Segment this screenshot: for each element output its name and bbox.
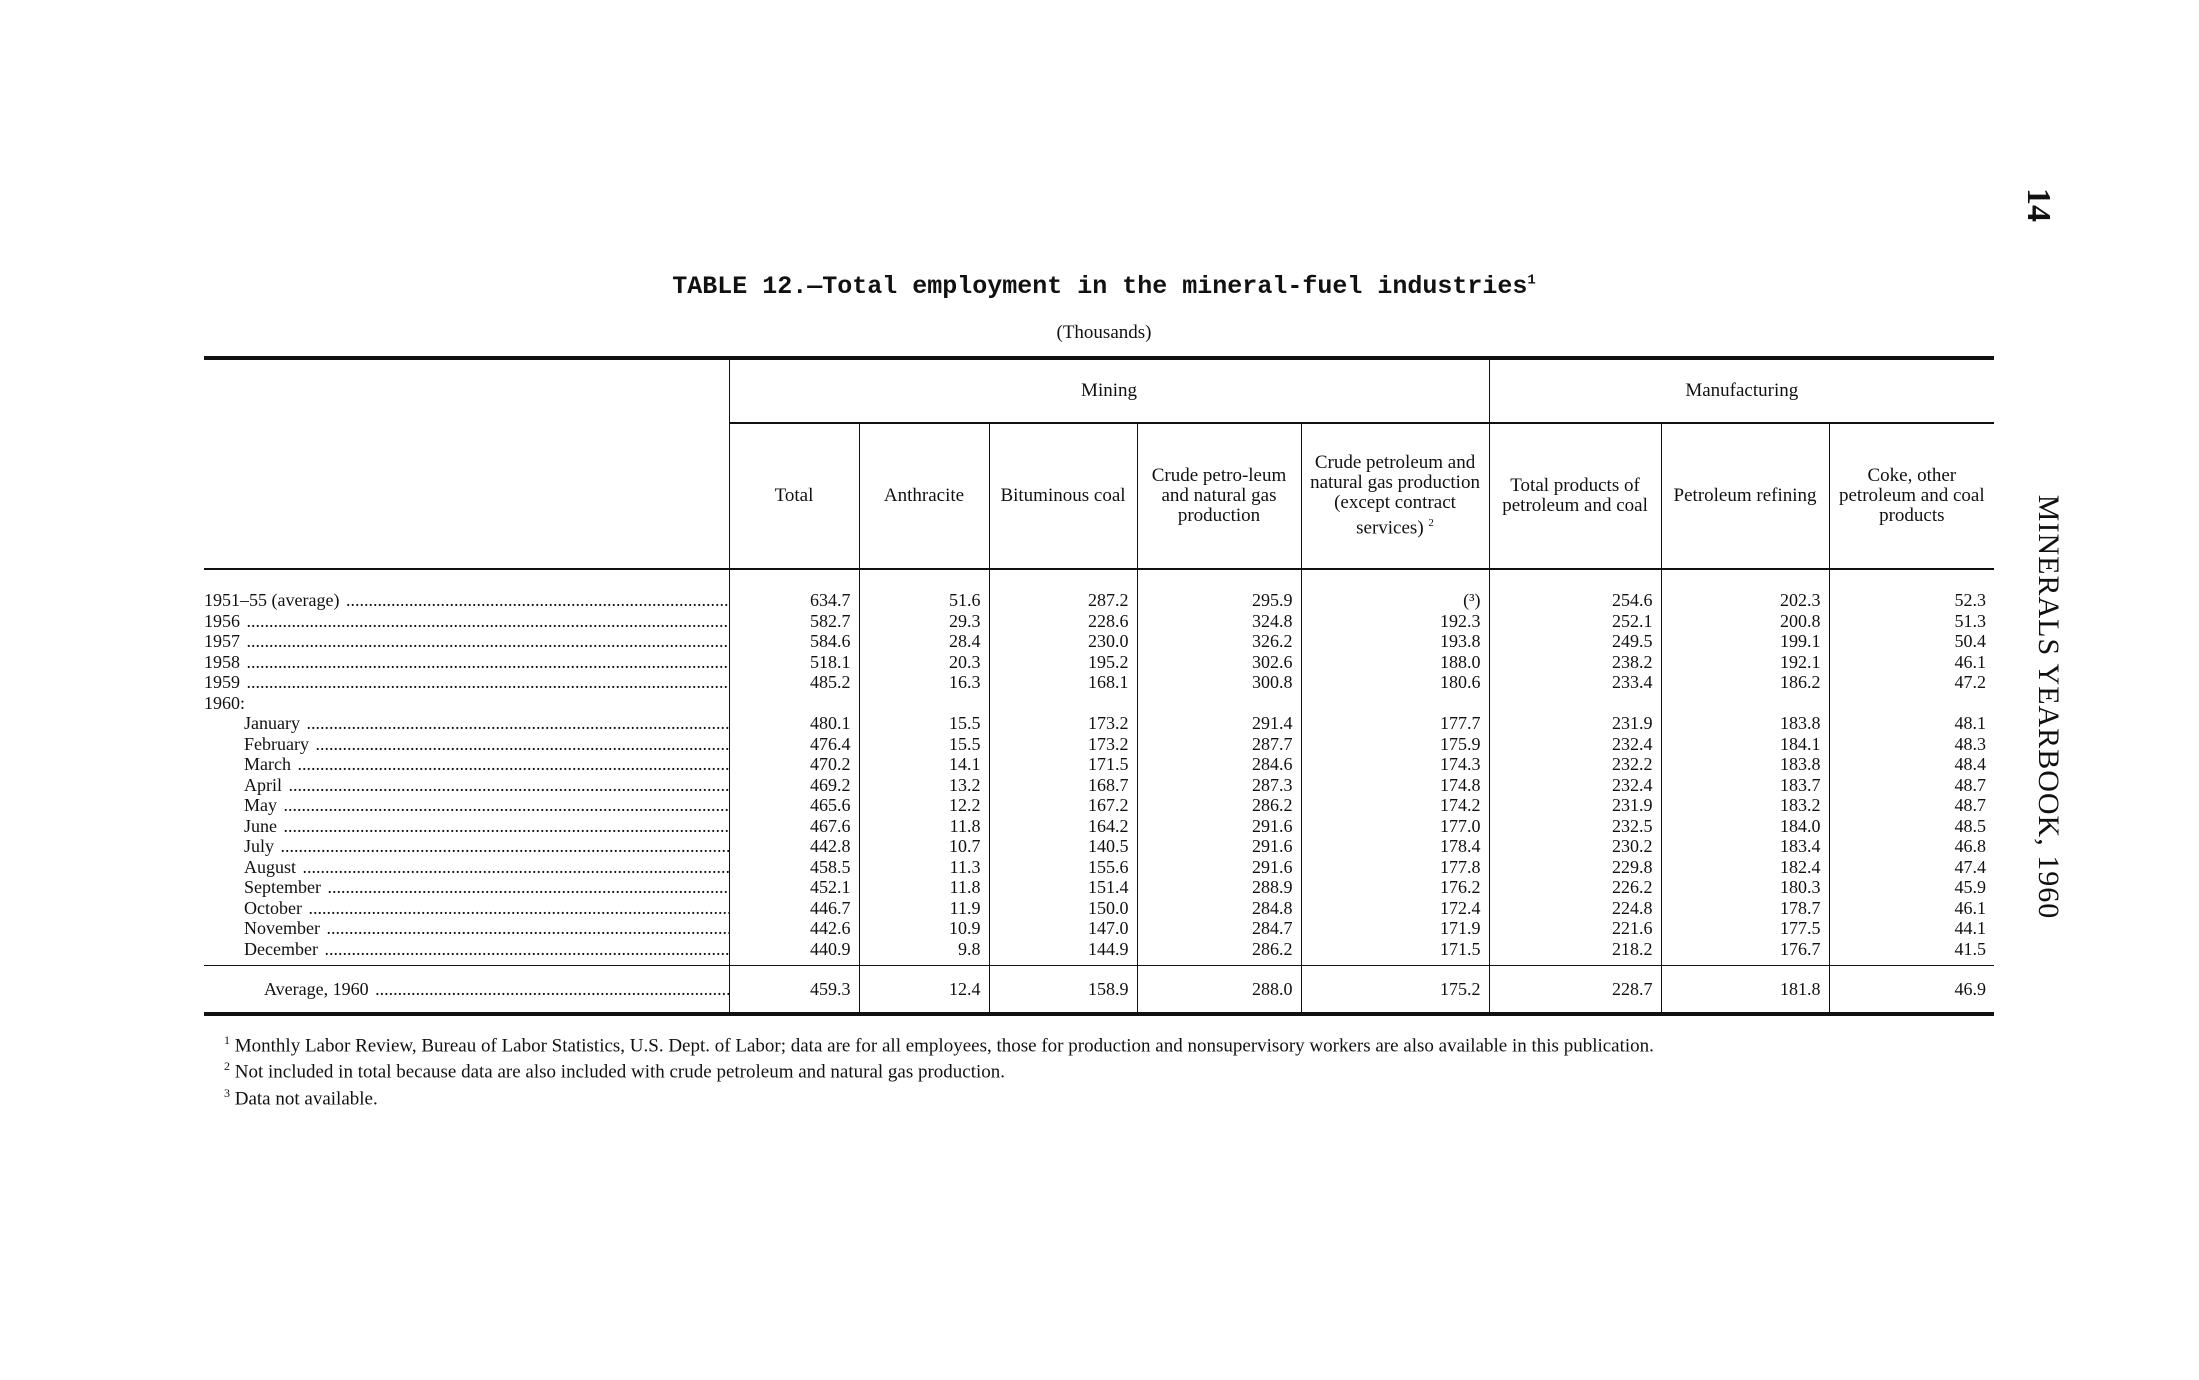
cell-refining: 183.2 [1661,795,1829,816]
cell-bituminous: 151.4 [989,877,1137,898]
cell-total: 469.2 [729,775,859,796]
row-label [204,569,729,611]
cell-anthracite: 51.6 [859,569,989,611]
average-cell-crude-except: 175.2 [1301,966,1489,1015]
table-row [204,836,1994,857]
cell-coke: 51.3 [1829,611,1994,632]
cell-refining: 178.7 [1661,898,1829,919]
cell-crude-except: 171.5 [1301,939,1489,960]
cell-total-products: 254.6 [1489,569,1661,611]
row-label [204,918,729,939]
footnote-text: Data not available. [234,1087,378,1109]
average-cell-coke: 46.9 [1829,966,1994,1015]
cell-crude: 287.3 [1137,775,1301,796]
cell-bituminous: 228.6 [989,611,1137,632]
page-number: 14 [2020,188,2057,222]
cell-refining: 184.1 [1661,734,1829,755]
row-label [204,734,729,755]
footnotes [204,1030,2004,1109]
cell-total: 584.6 [729,631,859,652]
table-title [204,272,2004,301]
cell-bituminous: 164.2 [989,816,1137,837]
table-row [204,816,1994,837]
cell-coke: 48.3 [1829,734,1994,755]
cell-total: 446.7 [729,898,859,919]
cell-total: 458.5 [729,857,859,878]
group-header-row [204,358,1994,423]
cell-coke: 50.4 [1829,631,1994,652]
row-label [204,754,729,775]
table-row [204,631,1994,652]
col-header-footnote-mark: 2 [1428,517,1434,530]
table-title-text: TABLE 12.—Total employment in the mineral-fuel industries [672,272,1528,301]
table-row [204,754,1994,775]
cell-total-products: 232.4 [1489,734,1661,755]
cell-crude-except: 178.4 [1301,836,1489,857]
cell-crude: 284.6 [1137,754,1301,775]
cell-bituminous: 167.2 [989,795,1137,816]
employment-table [204,356,1994,1016]
row-label [204,775,729,796]
cell-anthracite: 9.8 [859,939,989,960]
cell-total-products: 229.8 [1489,857,1661,878]
stub-header [204,358,729,569]
cell-bituminous: 140.5 [989,836,1137,857]
cell-refining: 177.5 [1661,918,1829,939]
table-row [204,611,1994,632]
row-label [204,836,729,857]
cell-refining: 183.7 [1661,775,1829,796]
cell-anthracite: 10.7 [859,836,989,857]
cell-anthracite: 12.2 [859,795,989,816]
cell-total-products: 232.5 [1489,816,1661,837]
cell-total: 465.6 [729,795,859,816]
cell-crude-except: 193.8 [1301,631,1489,652]
cell-crude-except: 174.3 [1301,754,1489,775]
cell-total-products: 231.9 [1489,795,1661,816]
cell-crude [1137,693,1301,714]
cell-bituminous: 173.2 [989,713,1137,734]
row-label [204,816,729,837]
average-cell-total-products: 228.7 [1489,966,1661,1015]
average-label-text: Average, 1960 [264,978,369,999]
cell-total-products: 238.2 [1489,652,1661,673]
cell-crude-except [1301,693,1489,714]
cell-total: 442.8 [729,836,859,857]
row-label-text: January [244,713,300,733]
cell-bituminous [989,693,1137,714]
average-label [204,966,729,1015]
table-row [204,734,1994,755]
row-label [204,631,729,652]
row-label-text: December [244,938,318,959]
table-row [204,795,1994,816]
cell-bituminous: 155.6 [989,857,1137,878]
cell-bituminous: 171.5 [989,754,1137,775]
table-row [204,672,1994,693]
cell-anthracite: 11.8 [859,816,989,837]
average-cell-bituminous: 158.9 [989,966,1137,1015]
cell-crude: 324.8 [1137,611,1301,632]
cell-total-products: 226.2 [1489,877,1661,898]
group-header-mining: Mining [729,358,1489,423]
cell-total: 442.6 [729,918,859,939]
cell-refining: 176.7 [1661,939,1829,960]
cell-refining: 186.2 [1661,672,1829,693]
cell-crude: 302.6 [1137,652,1301,673]
cell-total-products: 218.2 [1489,939,1661,960]
cell-total-products: 231.9 [1489,713,1661,734]
average-cell-refining: 181.8 [1661,966,1829,1015]
cell-total: 485.2 [729,672,859,693]
cell-crude: 288.9 [1137,877,1301,898]
cell-total-products: 224.8 [1489,898,1661,919]
table-row [204,693,1994,714]
table-row [204,652,1994,673]
table-row [204,713,1994,734]
cell-total: 480.1 [729,713,859,734]
cell-coke: 41.5 [1829,939,1994,960]
cell-anthracite: 10.9 [859,918,989,939]
average-cell-anthracite: 12.4 [859,966,989,1015]
cell-anthracite: 11.3 [859,857,989,878]
cell-coke: 48.4 [1829,754,1994,775]
row-label-text: May [244,795,277,815]
col-header-crude: Crude petro-leum and natural gas production [1137,423,1301,569]
cell-crude: 291.4 [1137,713,1301,734]
cell-coke: 48.5 [1829,816,1994,837]
col-header-crude-except-text: Crude petroleum and natural gas production (except contract services) [1310,452,1480,539]
row-label-text: August [244,856,297,877]
cell-crude: 286.2 [1137,795,1301,816]
cell-crude-except: (³) [1301,569,1489,611]
col-header-coke: Coke, other petroleum and coal products [1829,423,1994,569]
row-label [204,939,729,960]
cell-crude: 284.8 [1137,898,1301,919]
cell-anthracite: 20.3 [859,652,989,673]
row-label-text: 1960: [204,692,246,713]
cell-anthracite: 13.2 [859,775,989,796]
row-label-text: October [244,897,302,918]
row-label-text: 1951–55 (average) [204,590,340,610]
running-head: MINERALS YEARBOOK, 1960 [2032,494,2065,920]
row-label-text: 1959 [204,672,240,692]
cell-bituminous: 168.1 [989,672,1137,693]
cell-total: 634.7 [729,569,859,611]
cell-crude-except: 177.7 [1301,713,1489,734]
cell-refining: 180.3 [1661,877,1829,898]
cell-total-products: 249.5 [1489,631,1661,652]
cell-crude-except: 171.9 [1301,918,1489,939]
cell-crude-except: 177.8 [1301,857,1489,878]
cell-anthracite: 14.1 [859,754,989,775]
cell-crude: 291.6 [1137,836,1301,857]
row-label [204,652,729,673]
table-row [204,918,1994,939]
cell-coke: 48.1 [1829,713,1994,734]
cell-coke: 46.8 [1829,836,1994,857]
cell-coke: 47.2 [1829,672,1994,693]
footnote [204,1030,2004,1056]
row-label [204,877,729,898]
cell-total-products: 232.2 [1489,754,1661,775]
table-row [204,898,1994,919]
cell-total-products: 221.6 [1489,918,1661,939]
cell-bituminous: 230.0 [989,631,1137,652]
cell-coke: 45.9 [1829,877,1994,898]
row-label [204,672,729,693]
cell-crude: 300.8 [1137,672,1301,693]
row-label-text: April [244,774,282,795]
row-label [204,857,729,878]
cell-coke: 47.4 [1829,857,1994,878]
cell-crude: 287.7 [1137,734,1301,755]
employment-table-wrapper [204,356,1994,1016]
row-label-text: 1957 [204,631,240,651]
group-header-manufacturing: Manufacturing [1489,358,1994,423]
cell-refining: 182.4 [1661,857,1829,878]
row-label-text: March [244,754,291,774]
row-label-text: September [244,877,321,897]
col-header-total: Total [729,423,859,569]
col-header-total-products: Total products of petroleum and coal [1489,423,1661,569]
row-label-text: February [244,733,309,754]
row-label [204,795,729,816]
cell-crude: 295.9 [1137,569,1301,611]
cell-total: 467.6 [729,816,859,837]
table-row [204,939,1994,960]
cell-crude-except: 174.2 [1301,795,1489,816]
footnote-text: Not included in total because data are also included with crude petroleum and natural gas production. [234,1061,1006,1083]
cell-total: 476.4 [729,734,859,755]
cell-total: 582.7 [729,611,859,632]
cell-total-products: 252.1 [1489,611,1661,632]
footnote-text: Monthly Labor Review, Bureau of Labor Statistics, U.S. Dept. of Labor; data are for all employees, those for production and nonsupervisory workers are also available in this publication. [234,1035,1654,1057]
cell-anthracite: 28.4 [859,631,989,652]
col-header-crude-except [1301,423,1489,569]
cell-crude-except: 174.8 [1301,775,1489,796]
row-label-text: June [244,815,277,836]
row-label-text: July [244,836,275,856]
row-label-text: 1956 [204,610,240,631]
row-label-text: November [244,918,320,938]
footnote-mark: 3 [224,1085,230,1100]
cell-total-products: 232.4 [1489,775,1661,796]
cell-total: 470.2 [729,754,859,775]
footnote [204,1083,2004,1109]
cell-total: 452.1 [729,877,859,898]
cell-anthracite: 11.8 [859,877,989,898]
cell-anthracite: 15.5 [859,713,989,734]
average-cell-crude: 288.0 [1137,966,1301,1015]
cell-total: 518.1 [729,652,859,673]
cell-coke: 44.1 [1829,918,1994,939]
cell-total-products: 230.2 [1489,836,1661,857]
row-label [204,611,729,632]
cell-crude: 286.2 [1137,939,1301,960]
cell-bituminous: 144.9 [989,939,1137,960]
row-label [204,713,729,734]
col-header-bituminous: Bituminous coal [989,423,1137,569]
cell-crude-except: 180.6 [1301,672,1489,693]
cell-bituminous: 287.2 [989,569,1137,611]
cell-anthracite: 29.3 [859,611,989,632]
row-label [204,898,729,919]
footnote-mark: 1 [224,1033,230,1047]
cell-total-products [1489,693,1661,714]
cell-crude: 284.7 [1137,918,1301,939]
cell-refining: 183.4 [1661,836,1829,857]
cell-bituminous: 150.0 [989,898,1137,919]
table-units: (Thousands) [1056,322,1152,343]
cell-coke: 48.7 [1829,775,1994,796]
cell-crude: 291.6 [1137,857,1301,878]
cell-anthracite [859,693,989,714]
title-footnote-mark: 1 [1527,272,1536,289]
cell-refining: 202.3 [1661,569,1829,611]
cell-coke [1829,693,1994,714]
cell-refining: 183.8 [1661,713,1829,734]
cell-crude-except: 175.9 [1301,734,1489,755]
cell-crude-except: 172.4 [1301,898,1489,919]
table-row [204,569,1994,611]
footnote [204,1056,2004,1082]
cell-bituminous: 195.2 [989,652,1137,673]
cell-refining [1661,693,1829,714]
cell-bituminous: 173.2 [989,734,1137,755]
cell-coke: 46.1 [1829,652,1994,673]
row-label [204,693,729,714]
cell-coke: 48.7 [1829,795,1994,816]
row-label-text: 1958 [204,651,240,672]
col-header-anthracite: Anthracite [859,423,989,569]
cell-refining: 192.1 [1661,652,1829,673]
table-row [204,857,1994,878]
cell-total-products: 233.4 [1489,672,1661,693]
cell-anthracite: 15.5 [859,734,989,755]
table-row [204,775,1994,796]
cell-crude-except: 177.0 [1301,816,1489,837]
cell-coke: 52.3 [1829,569,1994,611]
table-row [204,877,1994,898]
cell-refining: 199.1 [1661,631,1829,652]
cell-crude: 291.6 [1137,816,1301,837]
cell-crude-except: 176.2 [1301,877,1489,898]
cell-total: 440.9 [729,939,859,960]
table-body [204,569,1994,1014]
cell-total [729,693,859,714]
cell-refining: 184.0 [1661,816,1829,837]
footnote-mark: 2 [224,1059,230,1074]
cell-bituminous: 168.7 [989,775,1137,796]
col-header-refining: Petroleum refining [1661,423,1829,569]
cell-refining: 200.8 [1661,611,1829,632]
average-cell-total: 459.3 [729,966,859,1015]
cell-crude-except: 188.0 [1301,652,1489,673]
cell-bituminous: 147.0 [989,918,1137,939]
average-row [204,966,1994,1015]
cell-refining: 183.8 [1661,754,1829,775]
cell-coke: 46.1 [1829,898,1994,919]
cell-anthracite: 11.9 [859,898,989,919]
cell-anthracite: 16.3 [859,672,989,693]
cell-crude: 326.2 [1137,631,1301,652]
cell-crude-except: 192.3 [1301,611,1489,632]
